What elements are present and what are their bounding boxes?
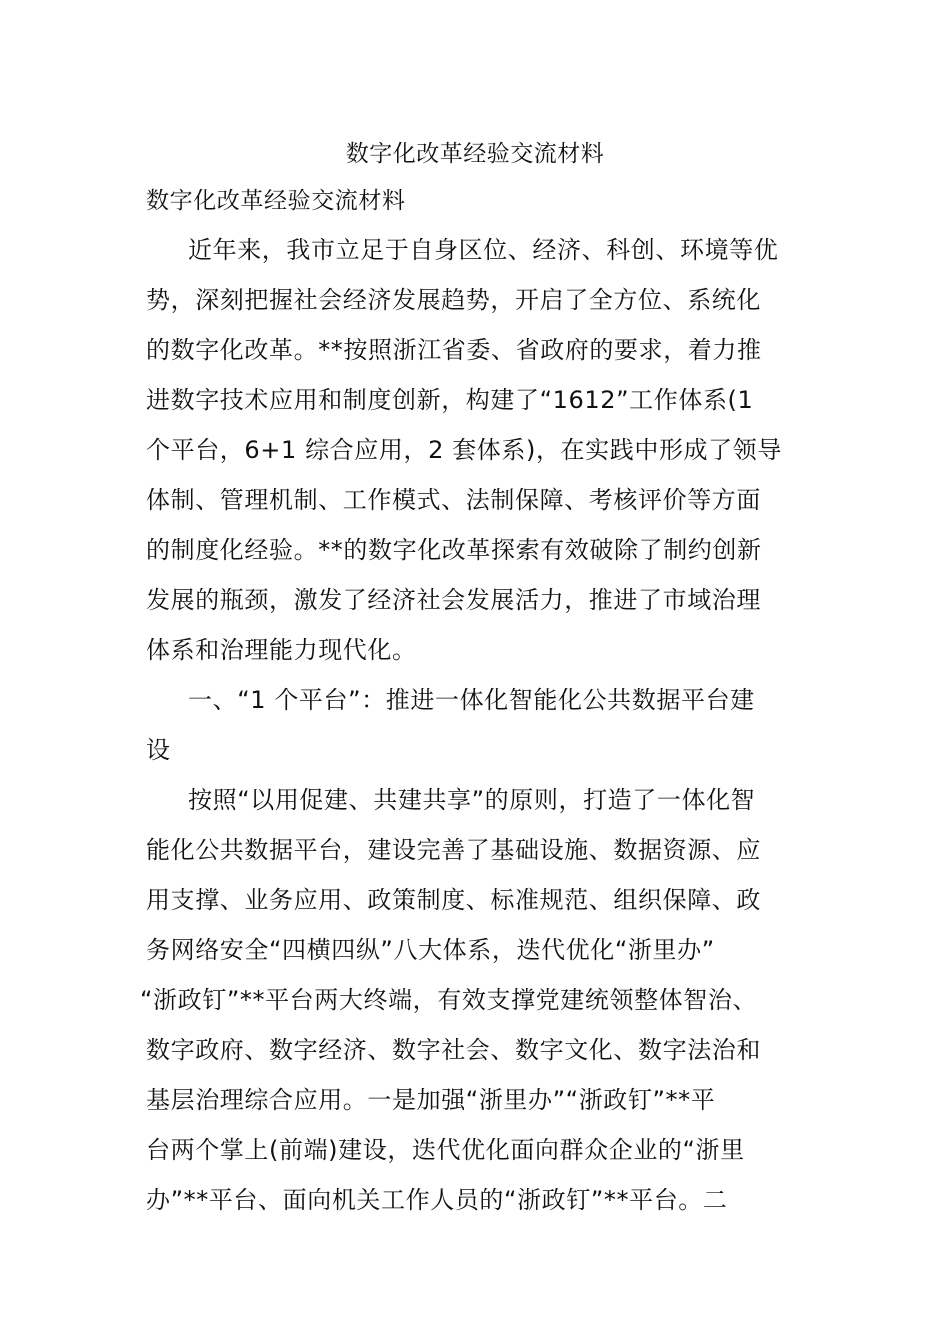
document-title: 数字化改革经验交流材料 — [345, 141, 605, 167]
paragraph-line: 进数字技术应用和制度创新，构建了“1612”工作体系(1 — [146, 386, 754, 414]
paragraph-line: 数字政府、数字经济、数字社会、数字文化、数字法治和 — [146, 1036, 761, 1064]
paragraph-line: 务网络安全“四横四纵”八大体系，迭代优化“浙里办” — [146, 936, 715, 964]
paragraph-line: “浙政钉”**平台两大终端，有效支撑党建统领整体智治、 — [140, 986, 758, 1014]
paragraph-line: 用支撑、业务应用、政策制度、标准规范、组织保障、政 — [146, 886, 761, 914]
paragraph-line: 台两个掌上(前端)建设，迭代优化面向群众企业的“浙里 — [146, 1136, 745, 1164]
paragraph-line: 体制、管理机制、工作模式、法制保障、考核评价等方面 — [146, 486, 761, 514]
paragraph-line: 势，深刻把握社会经济发展趋势，开启了全方位、系统化 — [146, 286, 761, 314]
paragraph-line: 体系和治理能力现代化。 — [146, 636, 417, 664]
paragraph-line: 办”**平台、面向机关工作人员的“浙政钉”**平台。二 — [146, 1186, 728, 1214]
paragraph-line: 按照“以用促建、共建共享”的原则，打造了一体化智 — [188, 786, 756, 814]
paragraph-line: 近年来，我市立足于自身区位、经济、科创、环境等优 — [188, 236, 779, 264]
document-subtitle: 数字化改革经验交流材料 — [146, 188, 406, 214]
paragraph-line: 基层治理综合应用。一是加强“浙里办”“浙政钉”**平 — [146, 1086, 716, 1114]
section-heading-line: 一、“1 个平台”：推进一体化智能化公共数据平台建 — [188, 686, 755, 714]
paragraph-line: 的制度化经验。**的数字化改革探索有效破除了制约创新 — [146, 536, 762, 564]
paragraph-line: 发展的瓶颈，激发了经济社会发展活力，推进了市域治理 — [146, 586, 761, 614]
paragraph-line: 能化公共数据平台，建设完善了基础设施、数据资源、应 — [146, 836, 761, 864]
paragraph-line: 个平台，6+1 综合应用，2 套体系)，在实践中形成了领导 — [146, 436, 782, 464]
paragraph-line: 的数字化改革。**按照浙江省委、省政府的要求，着力推 — [146, 336, 762, 364]
section-heading-line: 设 — [146, 736, 171, 764]
